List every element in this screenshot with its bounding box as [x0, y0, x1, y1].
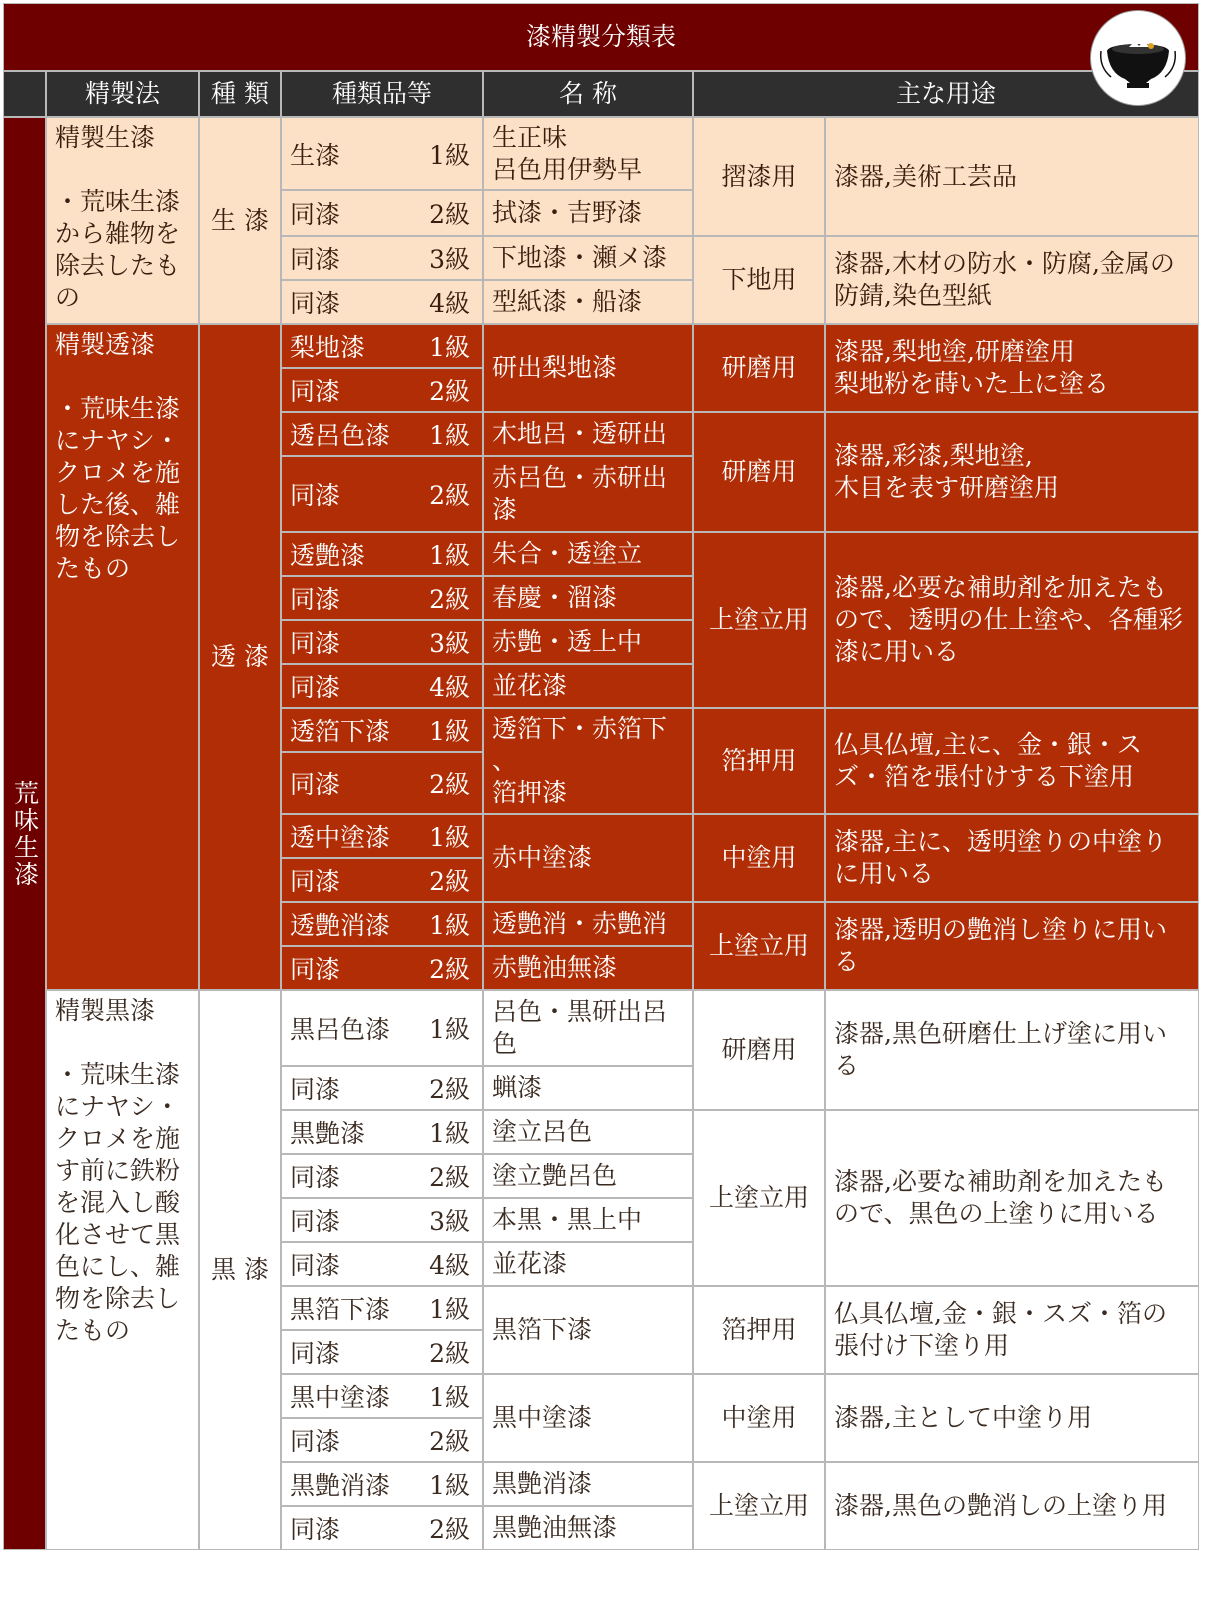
name-cell-text: 塗立艶呂色 — [492, 1161, 618, 1190]
grade-cell — [281, 236, 483, 280]
use-description-cell-text: 漆器,美術工芸品 — [834, 161, 1017, 191]
side-label-text — [4, 118, 45, 1549]
name-cell-text: 朱合・透塗立 — [492, 539, 643, 568]
grade-cell — [281, 620, 483, 664]
grade-name: 黒中塗漆 — [290, 1383, 391, 1412]
grade-cell — [281, 368, 483, 412]
use-description-cell — [825, 412, 1199, 532]
grade-level: 3級 — [429, 245, 470, 274]
grade-level: 2級 — [429, 867, 470, 896]
use-category-cell-text: 摺漆用 — [721, 161, 797, 191]
use-description-cell — [825, 236, 1199, 324]
name-cell — [483, 280, 693, 324]
header-method — [46, 71, 199, 117]
grade-level: 1級 — [429, 140, 470, 170]
use-description-cell-text: 漆器,木材の防水・防腐,金属の防錆,染色型紙 — [834, 249, 1175, 310]
use-category-cell — [693, 708, 825, 814]
use-description-cell — [825, 814, 1199, 902]
name-cell-text: 呂色・黒研出呂色 — [492, 997, 668, 1058]
type-cell-text: 透 漆 — [211, 642, 269, 671]
grade-level: 4級 — [429, 1251, 470, 1280]
grade-name: 同漆 — [290, 1207, 341, 1236]
use-category-cell — [693, 902, 825, 990]
grade-name: 黒艶漆 — [290, 1119, 366, 1148]
use-description-cell-text: 漆器,主に、透明塗りの中塗りに用いる — [834, 827, 1167, 888]
header-blank — [3, 71, 46, 117]
name-cell-text: 赤中塗漆 — [492, 843, 593, 872]
grade-name: 生漆 — [290, 140, 341, 170]
method-cell-text: 精製透漆 ・荒味生漆にナヤシ・クロメを施した後、雑物を除去したもの — [55, 330, 181, 583]
name-cell-text: 春慶・溜漆 — [492, 583, 618, 612]
grade-level: 1級 — [429, 1295, 470, 1324]
method-cell — [46, 990, 199, 1550]
name-cell — [483, 814, 693, 902]
use-description-cell-text: 漆器,黒色研磨仕上げ塗に用いる — [834, 1019, 1167, 1080]
grade-name: 同漆 — [290, 377, 341, 406]
grade-cell — [281, 708, 483, 752]
use-category-cell-text: 研磨用 — [721, 1035, 797, 1064]
grade-cell — [281, 1154, 483, 1198]
grade-level: 2級 — [429, 1427, 470, 1456]
use-category-cell — [693, 532, 825, 708]
grade-name: 透中塗漆 — [290, 823, 391, 852]
grade-cell — [281, 1374, 483, 1418]
grade-cell — [281, 1198, 483, 1242]
header-grade-text: 種類品等 — [331, 79, 432, 108]
grade-level: 2級 — [429, 1163, 470, 1192]
use-category-cell-text: 上塗立用 — [708, 931, 809, 960]
name-cell — [483, 990, 693, 1066]
use-category-cell — [693, 412, 825, 532]
use-description-cell-text: 漆器,主として中塗り用 — [834, 1403, 1092, 1432]
grade-level: 2級 — [429, 1515, 470, 1544]
grade-level: 1級 — [429, 1015, 470, 1044]
grade-cell — [281, 280, 483, 324]
grade-level: 2級 — [429, 955, 470, 984]
name-cell-text: 生正味 呂色用伊勢早 — [492, 122, 643, 184]
name-cell — [483, 1066, 693, 1110]
use-category-cell-text: 研磨用 — [721, 457, 797, 486]
name-cell — [483, 532, 693, 576]
name-cell — [483, 190, 693, 236]
grade-cell — [281, 1330, 483, 1374]
use-category-cell — [693, 1286, 825, 1374]
name-cell — [483, 1506, 693, 1550]
use-category-cell-text: 上塗立用 — [708, 1491, 809, 1520]
grade-level: 4級 — [429, 673, 470, 702]
grade-cell — [281, 1506, 483, 1550]
grade-name: 同漆 — [290, 200, 341, 229]
grade-cell — [281, 1418, 483, 1462]
grade-name: 黒箔下漆 — [290, 1295, 391, 1324]
grade-name: 透艶消漆 — [290, 911, 391, 940]
grade-name: 透呂色漆 — [290, 421, 391, 450]
name-cell — [483, 236, 693, 280]
use-description-cell-text: 漆器,必要な補助剤を加えたもので、透明の仕上塗や、各種彩漆に用いる — [834, 573, 1184, 666]
header-type — [199, 71, 281, 117]
grade-name: 同漆 — [290, 955, 341, 984]
grade-level: 2級 — [429, 200, 470, 229]
name-cell — [483, 1110, 693, 1154]
use-description-cell-text: 漆器,黒色の艶消しの上塗り用 — [834, 1491, 1167, 1520]
name-cell-text: 塗立呂色 — [492, 1117, 593, 1146]
grade-name: 同漆 — [290, 770, 341, 799]
grade-name: 同漆 — [290, 481, 341, 510]
name-cell-text: 赤艶油無漆 — [492, 953, 618, 982]
use-category-cell-text: 下地用 — [721, 265, 797, 294]
use-description-cell — [825, 1374, 1199, 1462]
header-method-text: 精製法 — [84, 79, 160, 108]
name-cell — [483, 576, 693, 620]
side-label-vertical: 荒味生漆 — [10, 779, 40, 888]
grade-name: 黒呂色漆 — [290, 1015, 391, 1044]
use-category-cell — [693, 990, 825, 1110]
grade-level: 1級 — [429, 1383, 470, 1412]
grade-cell — [281, 1286, 483, 1330]
grade-name: 梨地漆 — [290, 333, 366, 362]
name-cell-text: 蝋漆 — [492, 1073, 543, 1102]
use-category-cell-text: 上塗立用 — [708, 605, 809, 634]
grade-name: 同漆 — [290, 585, 341, 614]
grade-cell — [281, 456, 483, 532]
name-cell-text: 並花漆 — [492, 1249, 568, 1278]
name-cell — [483, 902, 693, 946]
grade-name: 透艶漆 — [290, 541, 366, 570]
grade-name: 同漆 — [290, 867, 341, 896]
grade-level: 1級 — [429, 1471, 470, 1500]
use-category-cell — [693, 324, 825, 412]
grade-level: 1級 — [429, 1119, 470, 1148]
name-cell — [483, 1154, 693, 1198]
name-cell — [483, 324, 693, 412]
grade-name: 同漆 — [290, 289, 341, 318]
name-cell-text: 拭漆・吉野漆 — [492, 198, 643, 227]
grade-cell — [281, 946, 483, 990]
grade-cell — [281, 664, 483, 708]
use-description-cell — [825, 708, 1199, 814]
name-cell-text: 黒艶消漆 — [492, 1469, 593, 1498]
grade-level: 3級 — [429, 629, 470, 658]
use-category-cell-text: 中塗用 — [721, 843, 797, 872]
name-cell — [483, 664, 693, 708]
grade-name: 同漆 — [290, 1163, 341, 1192]
header-name-text: 名 称 — [559, 79, 617, 108]
grade-level: 2級 — [429, 770, 470, 799]
grade-name: 透箔下漆 — [290, 717, 391, 746]
grade-level: 3級 — [429, 1207, 470, 1236]
use-description-cell-text: 仏具仏壇,主に、金・銀・スズ・箔を張付けする下塗用 — [834, 730, 1142, 791]
use-description-cell — [825, 1286, 1199, 1374]
name-cell-text: 下地漆・瀬メ漆 — [492, 243, 668, 272]
use-description-cell — [825, 324, 1199, 412]
method-cell-text: 精製生漆 ・荒味生漆から雑物を除去したもの — [55, 123, 181, 312]
grade-name: 同漆 — [290, 629, 341, 658]
grade-level: 2級 — [429, 1339, 470, 1368]
table-title — [3, 3, 1199, 71]
name-cell-text: 並花漆 — [492, 671, 568, 700]
use-category-cell-text: 箔押用 — [721, 746, 797, 775]
grade-level: 2級 — [429, 481, 470, 510]
grade-name: 同漆 — [290, 1515, 341, 1544]
name-cell-text: 研出梨地漆 — [492, 353, 618, 382]
name-cell — [483, 1198, 693, 1242]
type-cell — [199, 990, 281, 1550]
header-type-text: 種 類 — [211, 79, 269, 108]
type-cell-text: 黒 漆 — [211, 1255, 269, 1284]
use-category-cell — [693, 1462, 825, 1550]
grade-cell — [281, 576, 483, 620]
name-cell — [483, 412, 693, 456]
name-cell-text: 赤艶・透上中 — [492, 627, 643, 656]
name-cell-text: 黒艶油無漆 — [492, 1513, 618, 1542]
name-cell-text: 本黒・黒上中 — [492, 1205, 643, 1234]
method-cell — [46, 324, 199, 990]
use-category-cell — [693, 1374, 825, 1462]
name-cell — [483, 117, 693, 190]
method-cell-text: 精製黒漆 ・荒味生漆にナヤシ・クロメを施す前に鉄粉を混入し酸化させて黒色にし、雑物を除去したもの — [55, 996, 181, 1345]
grade-level: 2級 — [429, 377, 470, 406]
grade-cell — [281, 190, 483, 236]
grade-cell — [281, 1462, 483, 1506]
side-label — [3, 117, 46, 1550]
grade-cell — [281, 752, 483, 814]
use-category-cell-text: 上塗立用 — [708, 1183, 809, 1212]
grade-cell — [281, 117, 483, 190]
use-description-cell — [825, 990, 1199, 1110]
name-cell — [483, 1242, 693, 1286]
grade-name: 同漆 — [290, 1251, 341, 1280]
grade-level: 1級 — [429, 333, 470, 362]
grade-level: 4級 — [429, 289, 470, 318]
grade-cell — [281, 1242, 483, 1286]
name-cell-text: 黒中塗漆 — [492, 1403, 593, 1432]
grade-level: 1級 — [429, 717, 470, 746]
use-category-cell-text: 研磨用 — [721, 353, 797, 382]
table-title-text: 漆精製分類表 — [525, 22, 676, 51]
grade-cell — [281, 814, 483, 858]
use-category-cell — [693, 814, 825, 902]
use-category-cell-text: 箔押用 — [721, 1315, 797, 1344]
grade-cell — [281, 532, 483, 576]
grade-name: 同漆 — [290, 1339, 341, 1368]
name-cell — [483, 620, 693, 664]
use-description-cell-text: 漆器,必要な補助剤を加えたもので、黒色の上塗りに用いる — [834, 1167, 1167, 1228]
header-use-text: 主な用途 — [895, 79, 996, 108]
header-grade — [281, 71, 483, 117]
grade-name: 同漆 — [290, 673, 341, 702]
grade-level: 1級 — [429, 823, 470, 852]
use-description-cell — [825, 902, 1199, 990]
grade-level: 1級 — [429, 421, 470, 450]
grade-cell — [281, 324, 483, 368]
use-description-cell-text: 漆器,梨地塗,研磨塗用 梨地粉を蒔いた上に塗る — [834, 337, 1110, 398]
grade-cell — [281, 858, 483, 902]
grade-name: 黒艶消漆 — [290, 1471, 391, 1500]
name-cell-text: 透艶消・赤艶消 — [492, 909, 668, 938]
name-cell — [483, 1462, 693, 1506]
grade-name: 同漆 — [290, 245, 341, 274]
grade-cell — [281, 1110, 483, 1154]
name-cell-text: 木地呂・透研出 — [492, 419, 668, 448]
grade-name: 同漆 — [290, 1075, 341, 1104]
use-description-cell-text: 漆器,彩漆,梨地塗, 木目を表す研磨塗用 — [834, 441, 1060, 502]
use-description-cell-text: 仏具仏壇,金・銀・スズ・箔の張付け下塗り用 — [834, 1299, 1167, 1360]
grade-name: 同漆 — [290, 1427, 341, 1456]
grade-level: 1級 — [429, 541, 470, 570]
header-name — [483, 71, 693, 117]
use-description-cell — [825, 532, 1199, 708]
grade-cell — [281, 412, 483, 456]
name-cell-text: 黒箔下漆 — [492, 1315, 593, 1344]
use-description-cell — [825, 117, 1199, 236]
use-category-cell-text: 中塗用 — [721, 1403, 797, 1432]
use-category-cell — [693, 117, 825, 236]
grade-level: 1級 — [429, 911, 470, 940]
use-description-cell — [825, 1110, 1199, 1286]
method-cell — [46, 117, 199, 324]
type-cell-text: 生 漆 — [211, 205, 269, 235]
name-cell-text: 赤呂色・赤研出漆 — [492, 463, 668, 524]
grade-level: 2級 — [429, 1075, 470, 1104]
lacquer-bowl-icon — [1090, 10, 1186, 106]
name-cell-text: 型紙漆・船漆 — [492, 287, 643, 316]
name-cell — [483, 1286, 693, 1374]
use-description-cell — [825, 1462, 1199, 1550]
type-cell — [199, 117, 281, 324]
name-cell — [483, 946, 693, 990]
grade-cell — [281, 902, 483, 946]
grade-level: 2級 — [429, 585, 470, 614]
grade-cell — [281, 990, 483, 1066]
name-cell — [483, 1374, 693, 1462]
use-category-cell — [693, 236, 825, 324]
type-cell — [199, 324, 281, 990]
use-category-cell — [693, 1110, 825, 1286]
use-description-cell-text: 漆器,透明の艶消し塗りに用いる — [834, 915, 1167, 976]
name-cell — [483, 456, 693, 532]
grade-cell — [281, 1066, 483, 1110]
name-cell — [483, 708, 693, 814]
name-cell-text: 透箔下・赤箔下 、 箔押漆 — [492, 714, 668, 807]
